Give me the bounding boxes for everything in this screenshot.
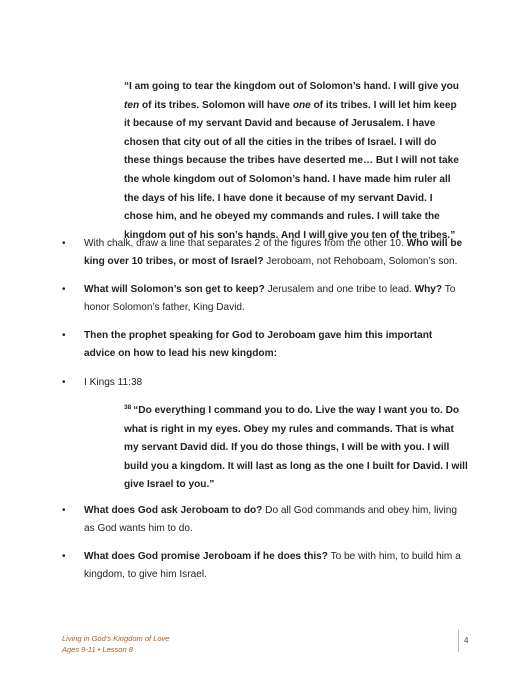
bullet-answer: Jeroboam, not Rehoboam, Solomon’s son. <box>263 255 458 267</box>
quote-emphasis: one <box>292 99 311 111</box>
bullet-icon: • <box>62 330 66 341</box>
bullet-question: What does God promise Jeroboam if he does this? <box>84 551 328 562</box>
bullet-answer: To be with him, to build him a kingdom, to give him Israel. <box>84 551 461 580</box>
bullet-icon: • <box>62 284 66 295</box>
bullet-icon: • <box>62 238 66 249</box>
bullet-icon: • <box>62 377 66 388</box>
page-number: 4 <box>464 636 469 645</box>
quote-text: of its tribes. Solomon will have <box>139 99 293 111</box>
scripture-quote <box>124 78 464 245</box>
quote-text: “I am going to tear the kingdom out of Solomon’s hand. I will give you <box>124 81 459 92</box>
bullet-question: What does God ask Jeroboam to do? <box>84 505 263 516</box>
footer-divider <box>458 630 459 652</box>
bullet-text: With chalk, draw a line that separates 2 of the figures from the other 10. <box>84 238 407 249</box>
footer-subtitle: Ages 9-11 • Lesson 8 <box>62 645 133 654</box>
quote-emphasis: ten <box>124 99 140 111</box>
bullet-text: Then the prophet speaking for God to Jeroboam gave him this important advice on how to lead his new kingdom: <box>84 330 433 359</box>
bullet-question: Who will be king over 10 tribes, or most of Israel? <box>84 238 463 267</box>
verse-quote <box>124 402 469 495</box>
verse-text: “Do everything I command you to do. Live the way I want you to. Do what is right in my eyes. Obey my rules and commands. That is what my servant David did. If you do those things, I will be with you. I will build you a kingdom. It will last as long as the one I built for David. I will give Israel to you.” <box>124 405 468 491</box>
verse-number: 38 <box>124 404 132 411</box>
scripture-reference: I Kings 11:38 <box>84 377 143 388</box>
bullet-answer: To honor Solomon’s father, King David. <box>84 284 456 313</box>
bullet-question: Why? <box>414 284 443 295</box>
footer <box>62 633 169 655</box>
bullet-icon: • <box>62 505 66 516</box>
quote-text: of its tribes. I will let him keep it because of my servant David and because of Jerusalem. I have chosen that city out of all the cities in the tribes of Israel. I will do these things because the tribes have deserted me… But I will not take the whole kingdom out of Solomon’s hand. I have made him ruler all the days of his life. I have done it because of my servant David. I chose him, and he obeyed my commands and rules. I will take the kingdom out of his son’s hands. And I will give you ten of the tribes.” <box>124 99 459 241</box>
bullet-icon: • <box>62 551 66 562</box>
footer-title: Living in God’s Kingdom of Love <box>62 634 170 643</box>
bullet-question: What will Solomon’s son get to keep? <box>84 284 265 295</box>
bullet-answer: Jerusalem and one tribe to lead. <box>264 284 415 295</box>
bullet-answer: Do all God commands and obey him, living as God wants him to do. <box>84 505 458 534</box>
